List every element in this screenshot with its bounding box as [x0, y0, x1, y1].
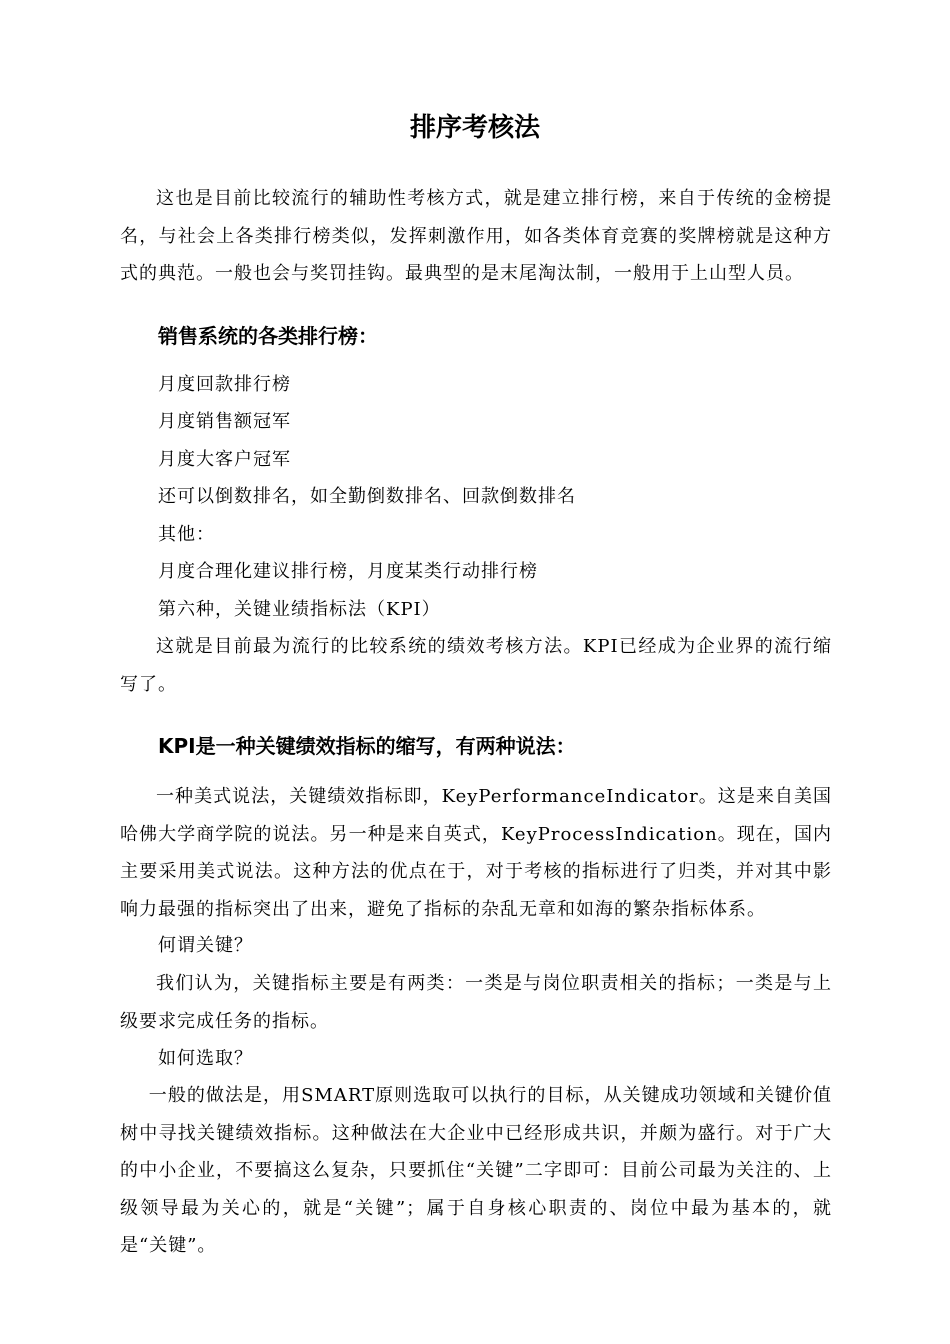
section-heading-kpi: KPI是一种关键绩效指标的缩写，有两种说法： [158, 734, 576, 758]
key-indicator-paragraph: 我们认为，关键指标主要是有两类：一类是与岗位职责相关的指标；一类是与上级要求完成任务的指标。 [120, 973, 832, 1032]
section-heading-sales-rankings: 销售系统的各类排行榜： [158, 324, 378, 348]
ranking-item: 其他： [158, 524, 215, 545]
ranking-item: 还可以倒数排名，如全勤倒数排名、回款倒数排名 [158, 486, 576, 507]
question-what-is-key: 何谓关键？ [158, 935, 253, 956]
ranking-item: 月度大客户冠军 [158, 449, 291, 470]
kpi-intro-paragraph: 这就是目前最为流行的比较系统的绩效考核方法。KPI已经成为企业界的流行缩写了。 [120, 636, 832, 695]
ranking-item: 月度销售额冠军 [158, 411, 291, 432]
ranking-item: 第六种，关键业绩指标法（KPI） [158, 599, 441, 620]
ranking-item: 月度合理化建议排行榜，月度某类行动排行榜 [158, 561, 538, 582]
kpi-definition-paragraph: 一种美式说法，关键绩效指标即，KeyPerformanceIndicator。这是来自美国哈佛大学商学院的说法。另一种是来自英式，KeyProcessIndication。现在，国内主要采用美式说法。这种方法的优点在于，对于考核的指标进行了归类，并对其中影响力最强的指标突出了出来，避免了指标的杂乱无章和如海的繁杂指标体系。 [120, 786, 832, 920]
page-title: 排序考核法 [409, 113, 540, 143]
intro-paragraph: 这也是目前比较流行的辅助性考核方式，就是建立排行榜，来自于传统的金榜提名，与社会上各类排行榜类似，发挥刺激作用，如各类体育竞赛的奖牌榜就是这种方式的典范。一般也会与奖罚挂钩。最典型的是末尾淘汰制，一般用于上山型人员。 [120, 188, 832, 284]
ranking-item: 月度回款排行榜 [158, 374, 291, 395]
question-how-to-select: 如何选取？ [158, 1048, 253, 1069]
selection-method-paragraph: 一般的做法是，用SMART原则选取可以执行的目标，从关键成功领域和关键价值树中寻找关键绩效指标。这种做法在大企业中已经形成共识，并颇为盛行。对于广大的中小企业，不要搞这么复杂，只要抓住“关键”二字即可：目前公司最为关注的、上级领导最为关心的，就是“关键”；属于自身核心职责的、岗位中最为基本的，就是“关键”。 [120, 1085, 832, 1256]
